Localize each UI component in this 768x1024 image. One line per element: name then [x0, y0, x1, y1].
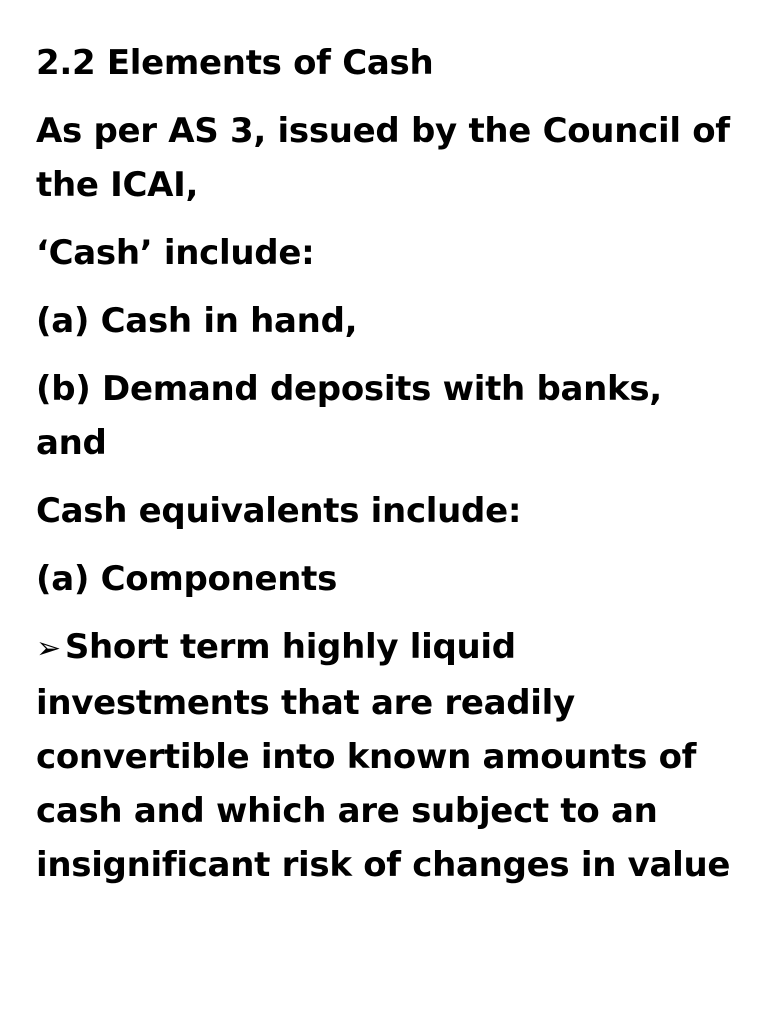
components-label: (a) Components	[36, 559, 338, 599]
cash-item-b: (b) Demand deposits with banks, and	[36, 369, 662, 463]
cash-item-a: (a) Cash in hand,	[36, 301, 358, 341]
bullet-text: Short term highly liquid investments that are readily convertible into known amounts of cash and which are subject to an insignificant risk of changes in value	[36, 627, 731, 885]
cash-include-label: ‘Cash’ include:	[36, 233, 315, 273]
section-heading: 2.2 Elements of Cash	[36, 43, 434, 83]
cash-equivalents-label: Cash equivalents include:	[36, 491, 522, 531]
intro-paragraph: As per AS 3, issued by the Council of the ICAI,	[36, 111, 730, 205]
bullet-paragraph	[36, 620, 736, 892]
document-body	[36, 36, 736, 906]
arrow-bullet-icon: ➢	[36, 631, 61, 666]
